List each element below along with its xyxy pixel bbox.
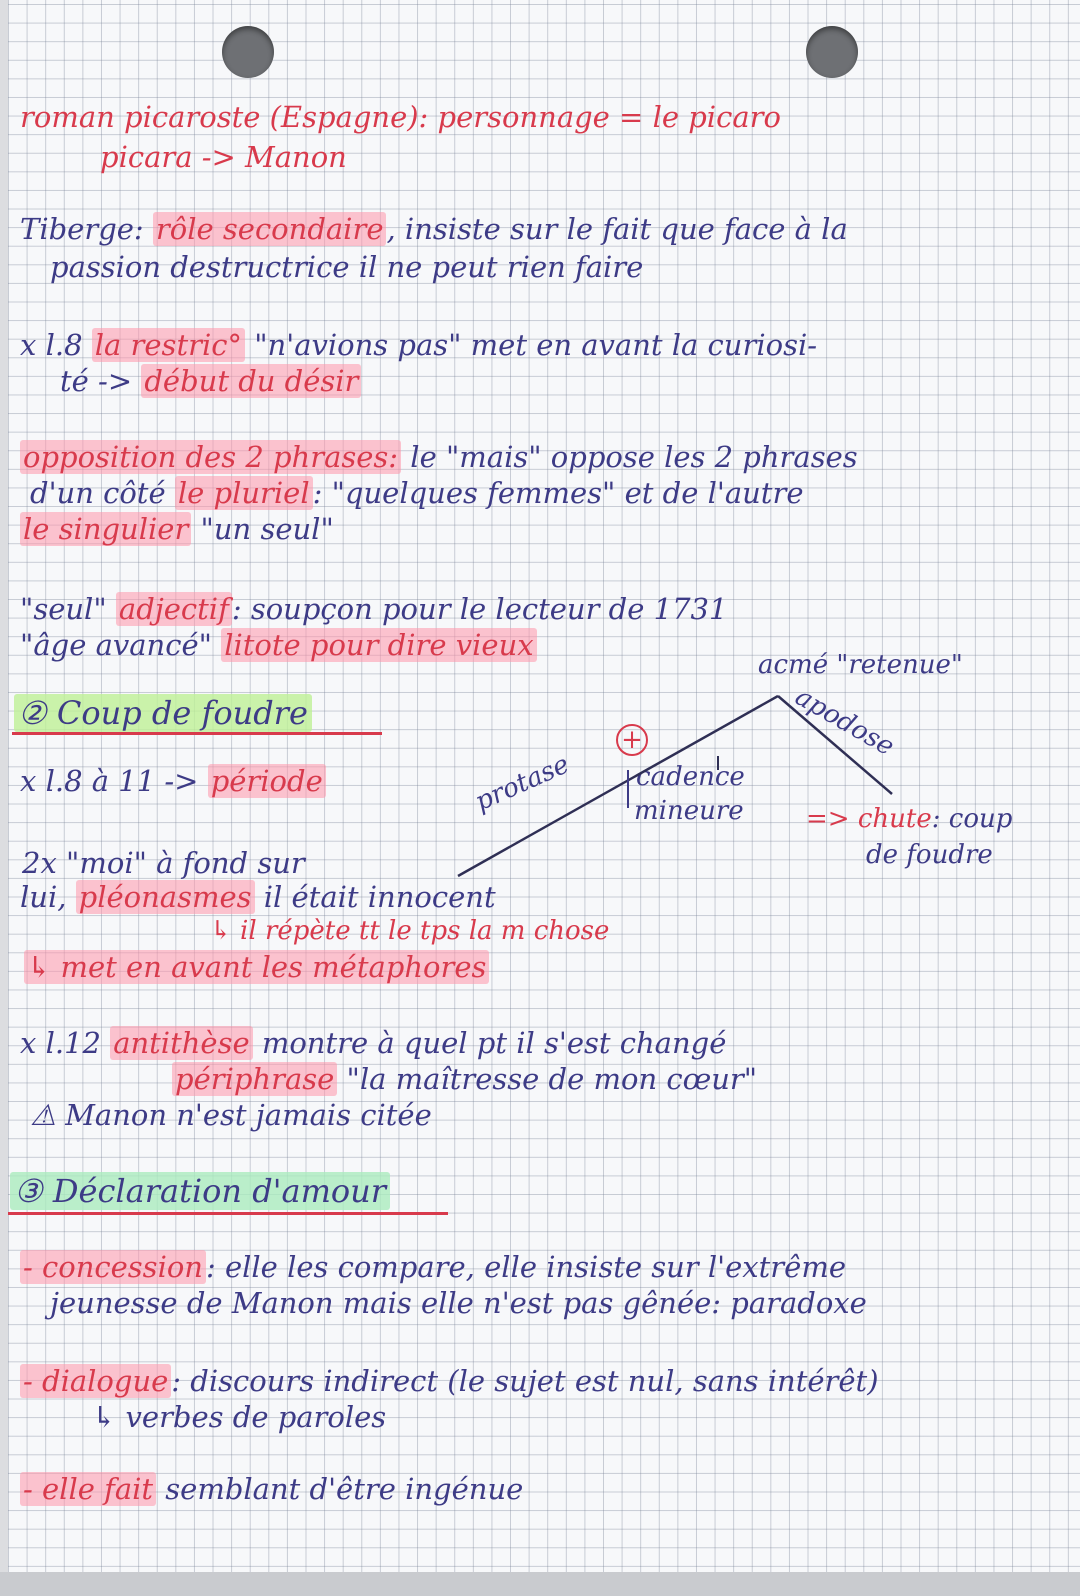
concession-term: - concession <box>20 1250 206 1284</box>
pleonasmes-text: il était innocent <box>263 880 496 914</box>
periode-term: période <box>208 764 326 798</box>
heading-declaration-text: ③ Déclaration d'amour <box>10 1172 390 1210</box>
diagram-de-foudre: de foudre <box>866 840 993 870</box>
age-litote: litote pour dire vieux <box>221 628 536 662</box>
ingenue-prefix: - elle fait <box>20 1472 156 1506</box>
metaphores-text: ↳ met en avant les métaphores <box>24 950 489 984</box>
seul-text: : soupçon pour le lecteur de 1731 <box>231 592 728 626</box>
tiberge-role: rôle secondaire <box>153 212 387 246</box>
note-picaresque: roman picaroste (Espagne): personnage = le picaro <box>20 100 781 134</box>
pleonasmes-term: pléonasmes <box>76 880 255 914</box>
restriction-ref: x l.8 <box>20 328 83 362</box>
tiberge-text: , insiste sur le fait que face à la <box>386 212 848 246</box>
curiosite-text: té -> <box>60 364 133 398</box>
diagram-apodose: apodose <box>790 681 900 763</box>
singulier-term: le singulier <box>20 512 191 546</box>
note-picara: picara -> Manon <box>100 140 347 174</box>
concession-text: : elle les compare, elle insiste sur l'extrême <box>205 1250 846 1284</box>
periphrase-text: "la maîtresse de mon cœur" <box>346 1062 758 1096</box>
diagram-acme: acmé "retenue" <box>758 650 963 680</box>
diagram-plus: + <box>616 724 648 756</box>
dialogue-text: : discours indirect (le sujet est nul, sans intérêt) <box>171 1364 879 1398</box>
tiberge-label: Tiberge: <box>20 212 144 246</box>
diagram-cadence: cadence <box>636 762 745 792</box>
note-jeunesse: jeunesse de Manon mais elle n'est pas gênée: paradoxe <box>50 1286 867 1320</box>
pluriel-prefix: d'un côté <box>30 476 166 510</box>
singulier-text: "un seul" <box>200 512 334 546</box>
restriction-term: la restric° <box>92 328 245 362</box>
note-passion: passion destructrice il ne peut rien faire <box>50 250 644 284</box>
debut-desir: début du désir <box>141 364 361 398</box>
diagram-mineure: mineure <box>634 796 744 826</box>
antithese-term: antithèse <box>110 1026 252 1060</box>
chute-arrow: => chute <box>806 804 932 834</box>
note-repete: ↳ il répète tt le tps la m chose <box>210 916 610 946</box>
age-quote: "âge avancé" <box>20 628 212 662</box>
ingenue-text: semblant d'être ingénue <box>165 1472 524 1506</box>
note-manon-citee: ⚠ Manon n'est jamais citée <box>30 1098 432 1132</box>
antithese-text: montre à quel pt il s'est changé <box>261 1026 727 1060</box>
antithese-ref: x l.12 <box>20 1026 101 1060</box>
chute-text: : coup <box>931 804 1013 834</box>
opposition-text: le "mais" oppose les 2 phrases <box>410 440 858 474</box>
periode-ref: x l.8 à 11 -> <box>20 764 199 798</box>
pluriel-term: le pluriel <box>175 476 313 510</box>
pluriel-text: : "quelques femmes" et de l'autre <box>312 476 804 510</box>
note-verbes: ↳ verbes de paroles <box>92 1400 387 1434</box>
diagram-rising-line <box>458 696 778 876</box>
restriction-text: "n'avions pas" met en avant la curiosi- <box>254 328 818 362</box>
heading-coup-text: ② Coup de foudre <box>14 694 312 732</box>
diagram-falling-line <box>778 696 892 794</box>
pleonasmes-prefix: lui, <box>20 880 67 914</box>
note-moi: 2x "moi" à fond sur <box>22 846 305 880</box>
opposition-label: opposition des 2 phrases: <box>20 440 401 474</box>
diagram-protase: protase <box>470 749 574 818</box>
periphrase-term: périphrase <box>172 1062 337 1096</box>
seul-quote: "seul" <box>20 592 107 626</box>
dialogue-term: - dialogue <box>20 1364 171 1398</box>
seul-adjectif: adjectif <box>116 592 232 626</box>
